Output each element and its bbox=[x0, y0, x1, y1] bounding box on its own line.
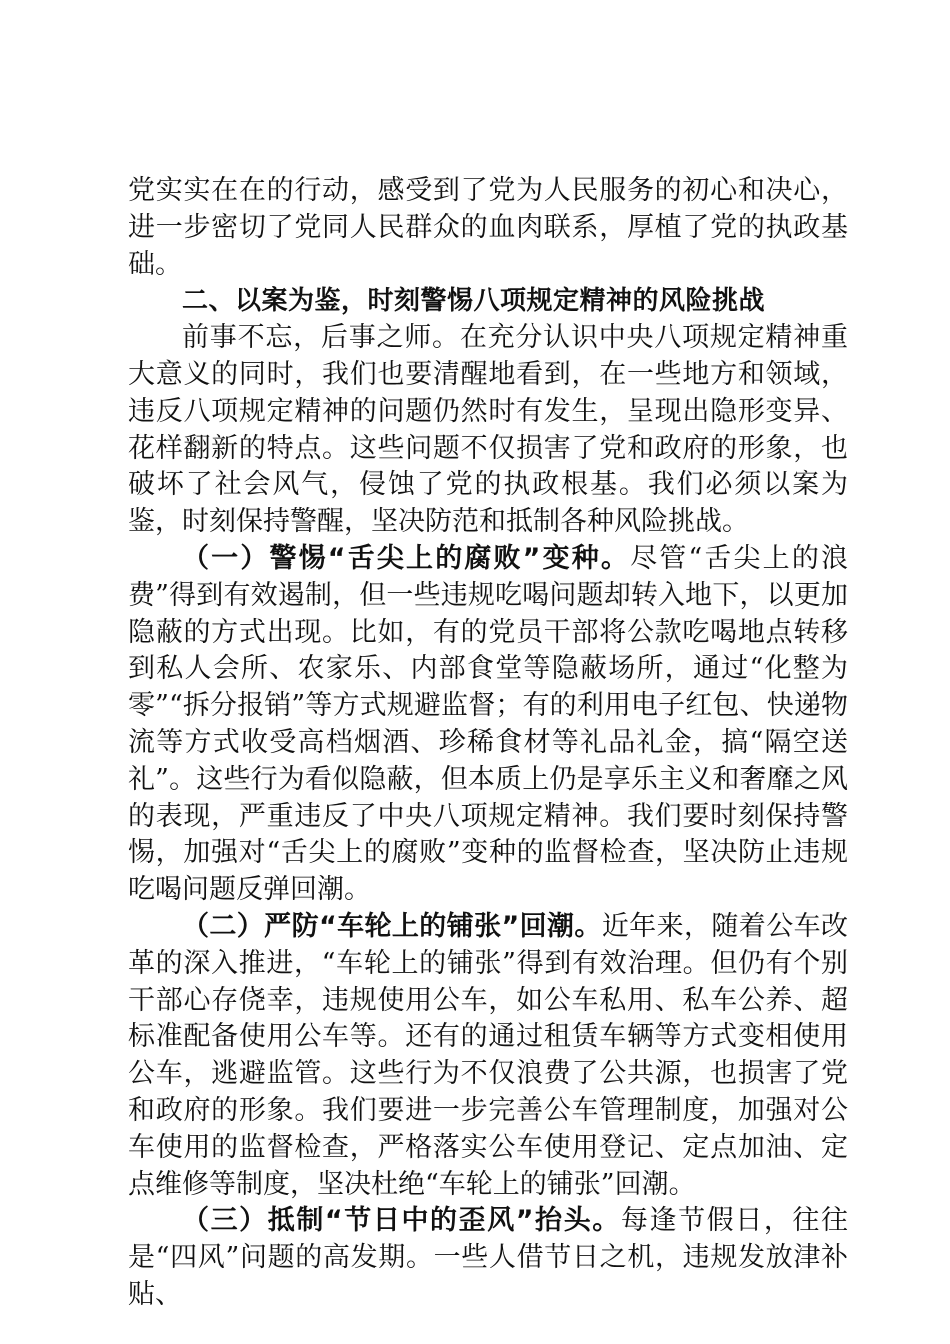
item-2-body: 近年来，随着公车改革的深入推进，“车轮上的铺张”得到有效治理。但仍有个别干部心存侥幸，违规使用公车，如公车私用、私车公养、超标准配备使用公车等。还有的通过租赁车辆等方式变相使用公车，逃避监管。这些行为不仅浪费了公共源，也损害了党和政府的形象。我们要进一步完善公车管理制度，加强对公车使用的监督检查，严格落实公车使用登记、定点加油、定点维修等制度，坚决杜绝“车轮上的铺张”回潮。 bbox=[128, 910, 848, 1200]
item-3-lead: （三）抵制“节日中的歪风”抬头。 bbox=[182, 1205, 621, 1237]
paragraph-item-2 bbox=[128, 909, 848, 1203]
section-heading: 二、以案为鉴，时刻警惕八项规定精神的风险挑战 bbox=[182, 286, 766, 317]
item-3-body: 每逢节假日，往往是“四风”问题的高发期。一些人借节日之机，违规发放津补贴、 bbox=[128, 1205, 848, 1310]
document-body bbox=[128, 173, 848, 1314]
paragraph-intro: 前事不忘，后事之师。在充分认识中央八项规定精神重大意义的同时，我们也要清醒地看到，在一些地方和领域，违反八项规定精神的问题仍然时有发生，呈现出隐形变异、花样翻新的特点。这些问题不仅损害了党和政府的形象，也破坏了社会风气，侵蚀了党的执政根基。我们必须以案为鉴，时刻保持警醒，坚决防范和抵制各种风险挑战。 bbox=[128, 322, 848, 538]
item-2-lead: （二）严防“车轮上的铺张”回潮。 bbox=[182, 910, 602, 942]
item-1-body: 尽管“舌尖上的浪费”得到有效遏制，但一些违规吃喝问题却转入地下，以更加隐蔽的方式出现。比如，有的党员干部将公款吃喝地点转移到私人会所、农家乐、内部食堂等隐蔽场所，通过“化整为零”“拆分报销”等方式规避监督；有的利用电子红包、快递物流等方式收受高档烟酒、珍稀食材等礼品礼金，搞“隔空送礼”。这些行为看似隐蔽，但本质上仍是享乐主义和奢靡之风的表现，严重违反了中央八项规定精神。我们要时刻保持警惕，加强对“舌尖上的腐败”变种的监督检查，坚决防止违规吃喝问题反弹回潮。 bbox=[128, 542, 848, 906]
item-1-lead: （一）警惕“舌尖上的腐败”变种。 bbox=[182, 542, 631, 574]
paragraph-continued: 党实实在在的行动，感受到了党为人民服务的初心和决心，进一步密切了党同人民群众的血肉联系，厚植了党的执政基础。 bbox=[128, 175, 848, 280]
paragraph-item-1 bbox=[128, 541, 848, 909]
paragraph-item-3 bbox=[128, 1203, 848, 1313]
